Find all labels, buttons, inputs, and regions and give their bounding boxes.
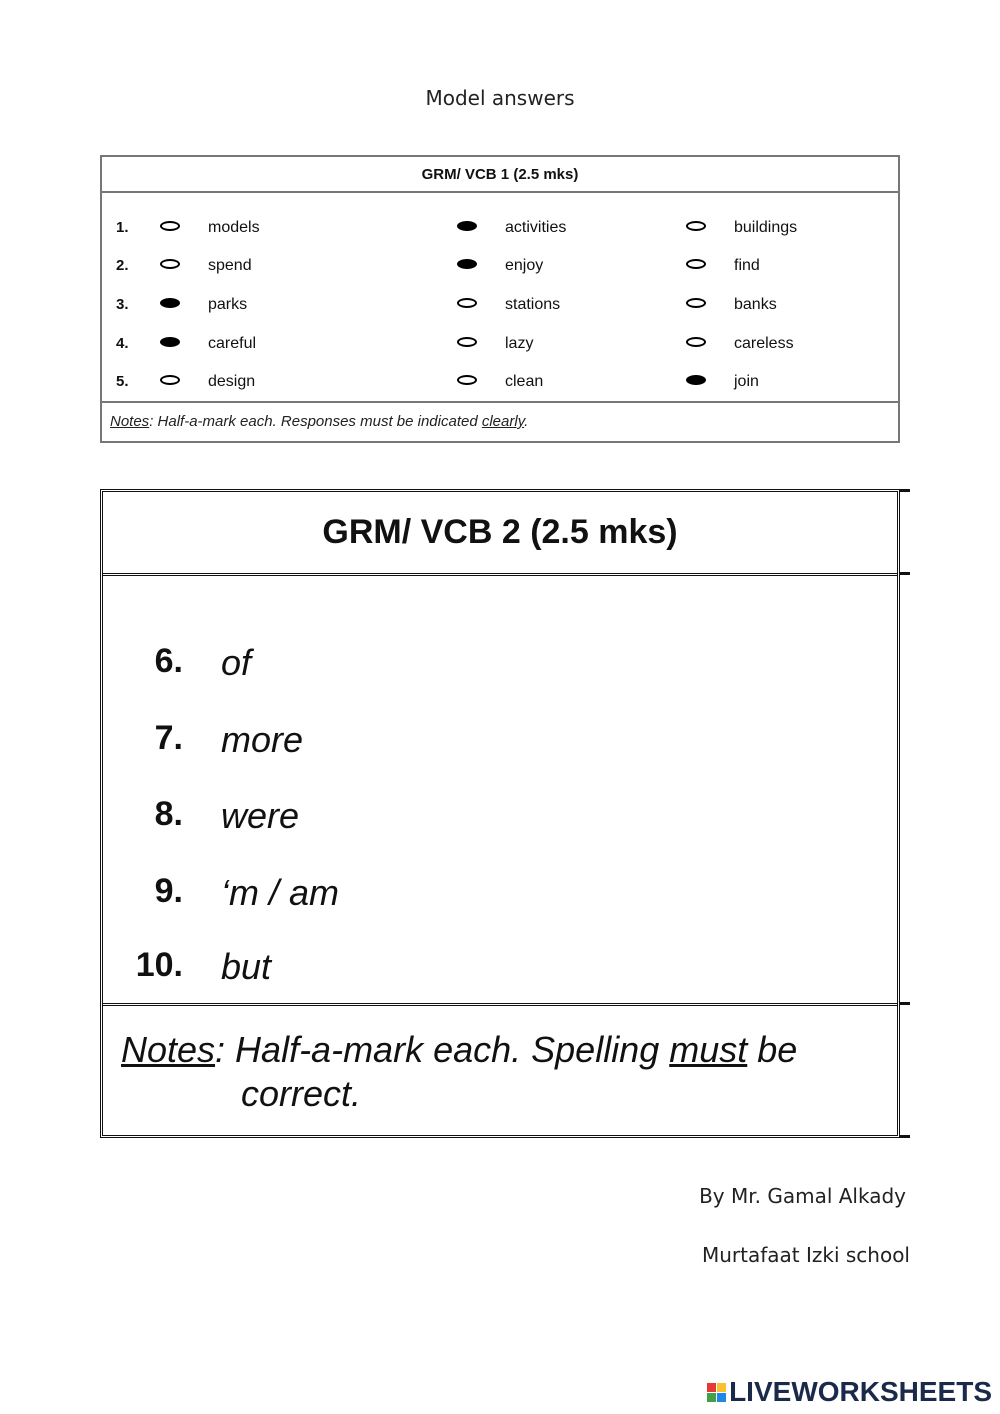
question-number: 2. [116,257,129,274]
empty-bubble-icon [457,337,477,347]
filled-bubble-icon [457,221,477,231]
grm-vcb1-table [100,155,900,443]
option-word: activities [505,219,567,236]
option-word: spend [208,257,252,274]
option-word: stations [505,296,561,313]
logo-square [717,1393,726,1402]
table-edge-line [900,1135,910,1138]
logo-square [717,1383,726,1392]
answer-text: more [221,719,304,760]
question-number: 3. [116,296,129,313]
option-word: find [734,257,760,274]
option-word: models [208,219,260,236]
option-word: buildings [734,219,798,236]
answer-row [102,251,898,281]
option-word: enjoy [505,257,544,274]
empty-bubble-icon [686,221,706,231]
answer-row [103,715,897,765]
grm-vcb2-answers [103,576,897,1006]
option-word: banks [734,296,777,313]
answer-text: of [221,642,252,683]
page-title: Model answers [425,86,575,110]
notes-emphasis: clearly [481,413,525,430]
question-number: 1. [116,219,129,236]
liveworksheets-logo-icon [707,1383,726,1402]
option-word: careful [208,335,257,352]
grm-vcb2-title: GRM/ VCB 2 (2.5 mks) [103,492,897,576]
notes-text: : Half-a-mark each. Spelling [215,1029,670,1070]
notes-end: be [747,1029,798,1070]
grm-vcb2-notes [103,1006,897,1116]
question-number: 5. [116,373,129,390]
empty-bubble-icon [686,298,706,308]
answer-row [103,791,897,841]
question-number: 4. [116,335,129,352]
notes-label: Notes [121,1029,216,1070]
question-number: 7. [154,719,183,757]
question-number: 10. [135,946,183,984]
answer-row [103,942,897,992]
notes-end: . [524,413,529,430]
option-word: design [208,373,256,390]
empty-bubble-icon [160,375,180,385]
empty-bubble-icon [686,337,706,347]
notes-line2: correct. [241,1073,362,1114]
notes-label: Notes [110,413,150,430]
grm-vcb1-notes [102,401,898,441]
table-edge-line [900,1002,910,1005]
notes-emphasis: must [669,1029,748,1070]
answer-row [102,367,898,397]
option-word: careless [734,335,794,352]
question-number: 9. [154,872,183,910]
liveworksheets-watermark [707,1376,992,1408]
question-number: 6. [154,642,183,680]
empty-bubble-icon [457,298,477,308]
answer-text: were [221,795,300,836]
answer-row [102,213,898,243]
grm-vcb1-answers [102,193,898,403]
option-word: clean [505,373,544,390]
answer-text: but [221,946,272,987]
answer-row [103,638,897,688]
table-edge-line [900,572,910,575]
logo-square [707,1393,716,1402]
watermark-text: LIVEWORKSHEETS [729,1376,992,1407]
author-credit: By Mr. Gamal Alkady [699,1184,906,1208]
grm-vcb1-title: GRM/ VCB 1 (2.5 mks) [102,157,898,193]
notes-text: : Half-a-mark each. Responses must be indicated [149,413,482,430]
logo-square [707,1383,716,1392]
empty-bubble-icon [457,375,477,385]
filled-bubble-icon [160,337,180,347]
empty-bubble-icon [160,259,180,269]
answer-row [103,868,897,918]
empty-bubble-icon [686,259,706,269]
answer-row [102,329,898,359]
option-word: join [734,373,759,390]
answer-row [102,290,898,320]
filled-bubble-icon [686,375,706,385]
option-word: lazy [505,335,534,352]
empty-bubble-icon [160,221,180,231]
answer-text: ‘m / am [221,872,340,913]
question-number: 8. [154,795,183,833]
option-word: parks [208,296,248,313]
filled-bubble-icon [160,298,180,308]
table-edge-line [900,489,910,492]
grm-vcb2-table [100,489,900,1138]
school-name: Murtafaat Izki school [701,1243,910,1267]
filled-bubble-icon [457,259,477,269]
